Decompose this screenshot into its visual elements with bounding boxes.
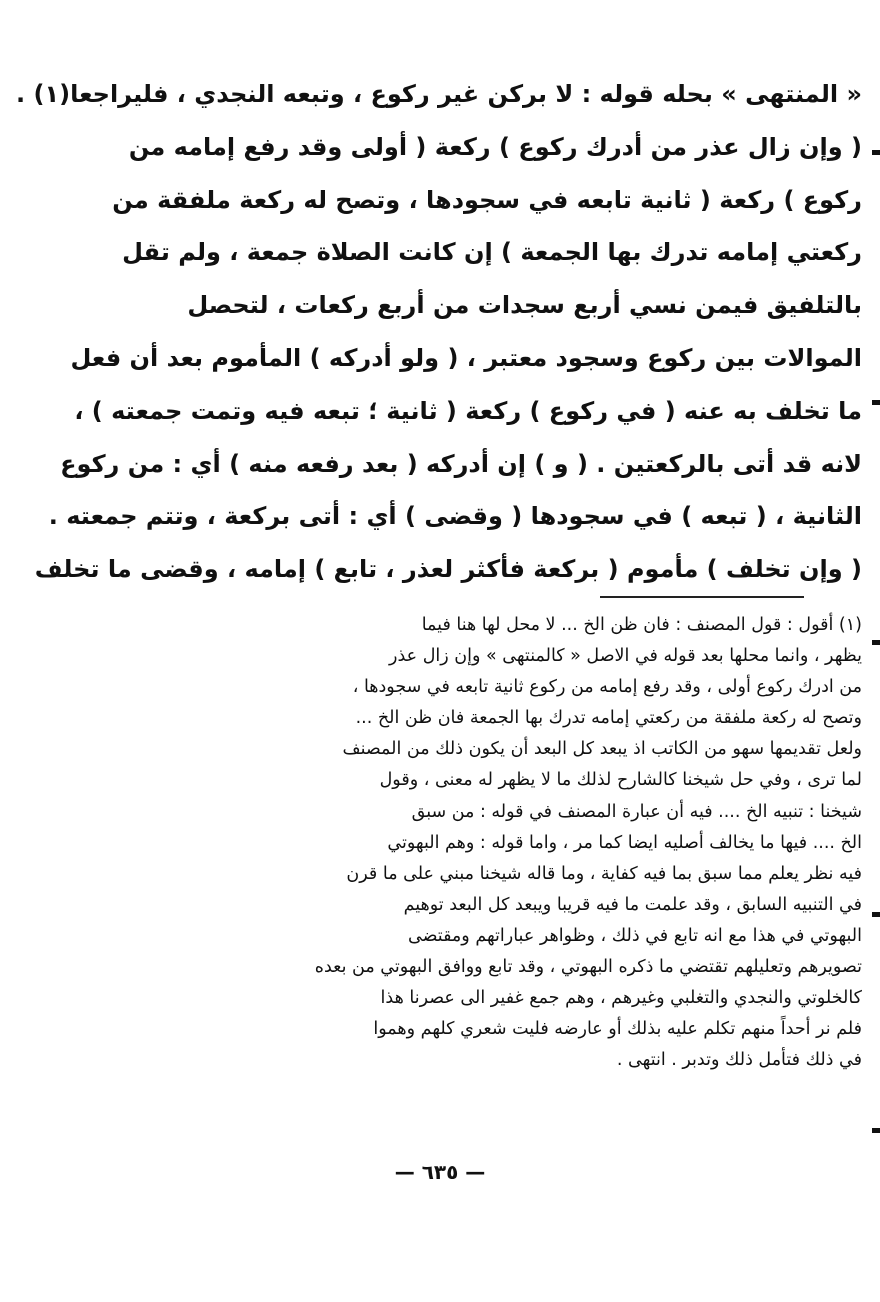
main-text-block — [16, 68, 862, 596]
main-text-line: بالتلفيق فيمن نسي أربع سجدات من أربع ركعات ، لتحصل — [187, 291, 862, 320]
main-text-line: الثانية ، ( تبعه ) في سجودها ( وقضى ) أي : أتى بركعة ، وتتم جمعته . — [48, 502, 862, 531]
footnote-divider — [600, 596, 804, 598]
footnote-line: في التنبيه السابق ، وقد علمت ما فيه قريبا ويبعد كل البعد توهيم — [403, 894, 862, 915]
footnote-line: فلم نر أحداً منهم تكلم عليه بذلك أو عارضه فليت شعري كلهم وهموا — [373, 1019, 862, 1040]
footnote-line: شيخنا : تنبيه الخ .... فيه أن عبارة المصنف في قوله : من سبق — [411, 801, 862, 822]
margin-mark — [872, 640, 880, 645]
main-text-line: لانه قد أتى بالركعتين . ( و ) إن أدركه ( بعد رفعه منه ) أي : من ركوع — [60, 449, 862, 478]
footnote-line: (١) أقول : قول المصنف : فان ظن الخ ... لا محل لها هنا فيما — [421, 615, 862, 635]
margin-mark — [872, 400, 880, 405]
main-text-line: ( وإن زال عذر من أدرك ركوع ) ركعة ( أولى وقد رفع إمامه من — [128, 132, 862, 161]
main-text-line: ركوع ) ركعة ( ثانية تابعه في سجودها ، وتصح له ركعة ملفقة من — [112, 185, 862, 214]
main-text-line: ( وإن تخلف ) مأموم ( بركعة فأكثر لعذر ، تابع ) إمامه ، وقضى ما تخلف — [34, 555, 862, 584]
footnote-line: البهوتي في هذا مع انه تابع في ذلك ، وظواهر عباراتهم ومقتضى — [408, 925, 862, 946]
footnote-line: في ذلك فتأمل ذلك وتدبر . انتهى . — [616, 1050, 862, 1071]
margin-mark — [872, 912, 880, 917]
footnote-line: يظهر ، وانما محلها بعد قوله في الاصل « كالمنتهى » وإن زال عذر — [389, 646, 862, 667]
main-text-line: الموالات بين ركوع وسجود معتبر ، ( ولو أدركه ) المأموم بعد أن فعل — [70, 343, 862, 372]
main-text-line: ركعتي إمامه تدرك بها الجمعة ) إن كانت الصلاة جمعة ، ولم تقل — [122, 238, 862, 267]
footnote-line: فيه نظر يعلم مما سبق بما فيه كفاية ، وما قاله شيخنا مبني على ما قرن — [346, 863, 862, 884]
footnote-line: الخ .... فيها ما يخالف أصليه ايضا كما مر ، واما قوله : وهم البهوتي — [387, 832, 862, 853]
footnote-line: كالخلوتي والنجدي والتغلبي وغيرهم ، وهم جمع غفير الى عصرنا هذا — [380, 988, 862, 1009]
footnote-line: لما ترى ، وفي حل شيخنا كالشارح لذلك ما لا يظهر له معنى ، وقول — [379, 770, 862, 791]
main-text-line: ما تخلف به عنه ( في ركوع ) ركعة ( ثانية ؛ تبعه فيه وتمت جمعته ) ، — [74, 396, 862, 425]
footnote-block — [150, 610, 862, 1076]
footnote-line: تصويرهم وتعليلهم تقتضي ما ذكره البهوتي ، وقد تابع ووافق البهوتي من بعده — [314, 957, 862, 978]
main-text-line: « المنتهى » بحله قوله : لا بركن غير ركوع ، وتبعه النجدي ، فليراجعا(١) . — [16, 80, 862, 108]
footnote-line: من ادرك ركوع أولى ، وقد رفع إمامه من ركوع ثانية تابعه في سجودها ، — [352, 677, 862, 698]
footnote-line: وتصح له ركعة ملفقة من ركعتي إمامه تدرك بها الجمعة فان ظن الخ ... — [355, 708, 862, 729]
margin-mark — [872, 1128, 880, 1133]
margin-mark — [872, 150, 880, 155]
footnote-line: ولعل تقديمها سهو من الكاتب اذ يبعد كل البعد أن يكون ذلك من المصنف — [342, 739, 862, 760]
page-number: — ٦٣٥ — — [394, 1160, 486, 1184]
